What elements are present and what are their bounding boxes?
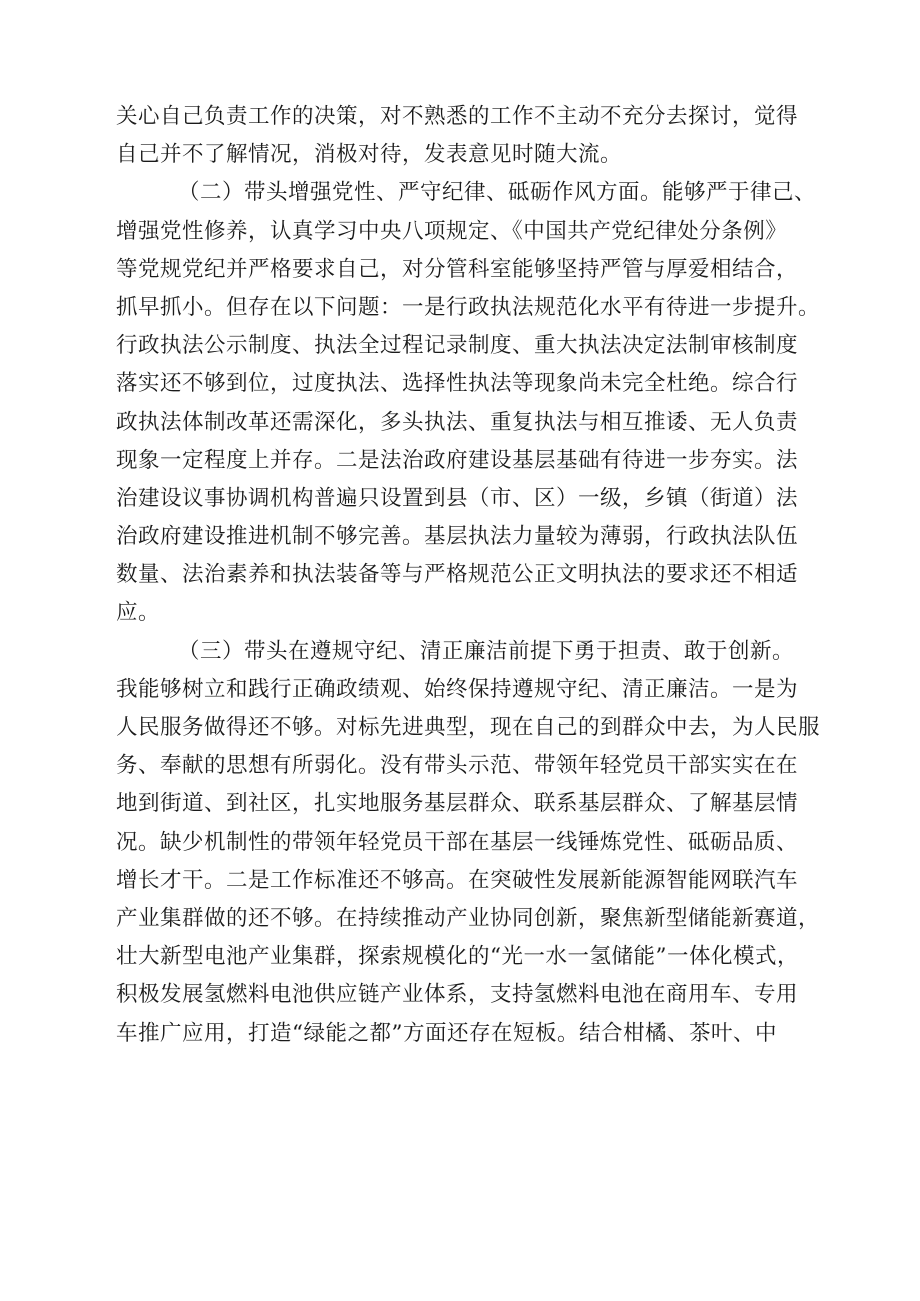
text-line-6: 抓早抓小。但存在以下问题：一是行政执法规范化水平有待进一步提升。: [116, 294, 821, 320]
text-line-12: 治政府建设推进机制不够完善。基层执法力量较为薄弱，行政执法队伍: [116, 524, 799, 550]
text-line-25: 车推广应用，打造“绿能之都”方面还存在短板。结合柑橘、茶叶、中: [116, 1020, 777, 1046]
section-heading-3: （三）带头在遵规守纪、清正廉洁前提下勇于担责、敢于创新。: [178, 638, 795, 664]
text-line-21: 增长才干。二是工作标准还不够高。在突破性发展新能源智能网联汽车: [116, 867, 799, 893]
text-line-19: 地到街道、到社区，扎实地服务基层群众、联系基层群众、了解基层情: [116, 791, 799, 817]
section-heading-2: （二）带头增强党性、严守纪律、砥砺作风方面。能够严于律己、: [178, 180, 817, 206]
text-line-7: 行政执法公示制度、执法全过程记录制度、重大执法决定法制审核制度: [116, 333, 799, 359]
text-line-2: 自己并不了解情况，消极对待，发表意见时随大流。: [116, 142, 623, 168]
text-line-5: 等党规党纪并严格要求自己，对分管科室能够坚持严管与厚爱相结合，: [116, 256, 799, 282]
text-line-13: 数量、法治素养和执法装备等与严格规范公正文明执法的要求还不相适: [116, 562, 799, 588]
text-line-10: 现象一定程度上并存。二是法治政府建设基层基础有待进一步夯实。法: [116, 447, 799, 473]
text-line-20: 况。缺少机制性的带领年轻党员干部在基层一线锤炼党性、砥砺品质、: [116, 829, 799, 855]
text-line-24: 积极发展氢燃料电池供应链产业体系，支持氢燃料电池在商用车、专用: [116, 982, 799, 1008]
text-line-17: 人民服务做得还不够。对标先进典型，现在自己的到群众中去，为人民服: [116, 715, 821, 740]
document-body: [116, 98, 856, 1053]
text-line-23: 壮大新型电池产业集群，探索规模化的“光一水一氢储能”一体化模式，: [116, 944, 799, 970]
text-line-22: 产业集群做的还不够。在持续推动产业协同创新，聚焦新型储能新赛道，: [116, 905, 821, 931]
text-line-9: 政执法体制改革还需深化，多头执法、重复执法与相互推诿、无人负责: [116, 409, 799, 435]
text-line-8: 落实还不够到位，过度执法、选择性执法等现象尚未完全杜绝。综合行: [116, 371, 799, 397]
text-line-4: 增强党性修养，认真学习中央八项规定、《中国共产党纪律处分条例》: [116, 218, 788, 244]
text-line-16: 我能够树立和践行正确政绩观、始终保持遵规守纪、清正廉洁。一是为: [116, 676, 799, 702]
text-line-14: 应。: [116, 600, 161, 626]
text-line-1: 关心自己负责工作的决策，对不熟悉的工作不主动不充分去探讨，觉得: [116, 104, 799, 129]
text-line-11: 治建设议事协调机构普遍只设置到县（市、区）一级，乡镇（街道）法: [116, 485, 799, 511]
text-line-18: 务、奉献的思想有所弱化。没有带头示范、带领年轻党员干部实实在在: [116, 753, 799, 779]
